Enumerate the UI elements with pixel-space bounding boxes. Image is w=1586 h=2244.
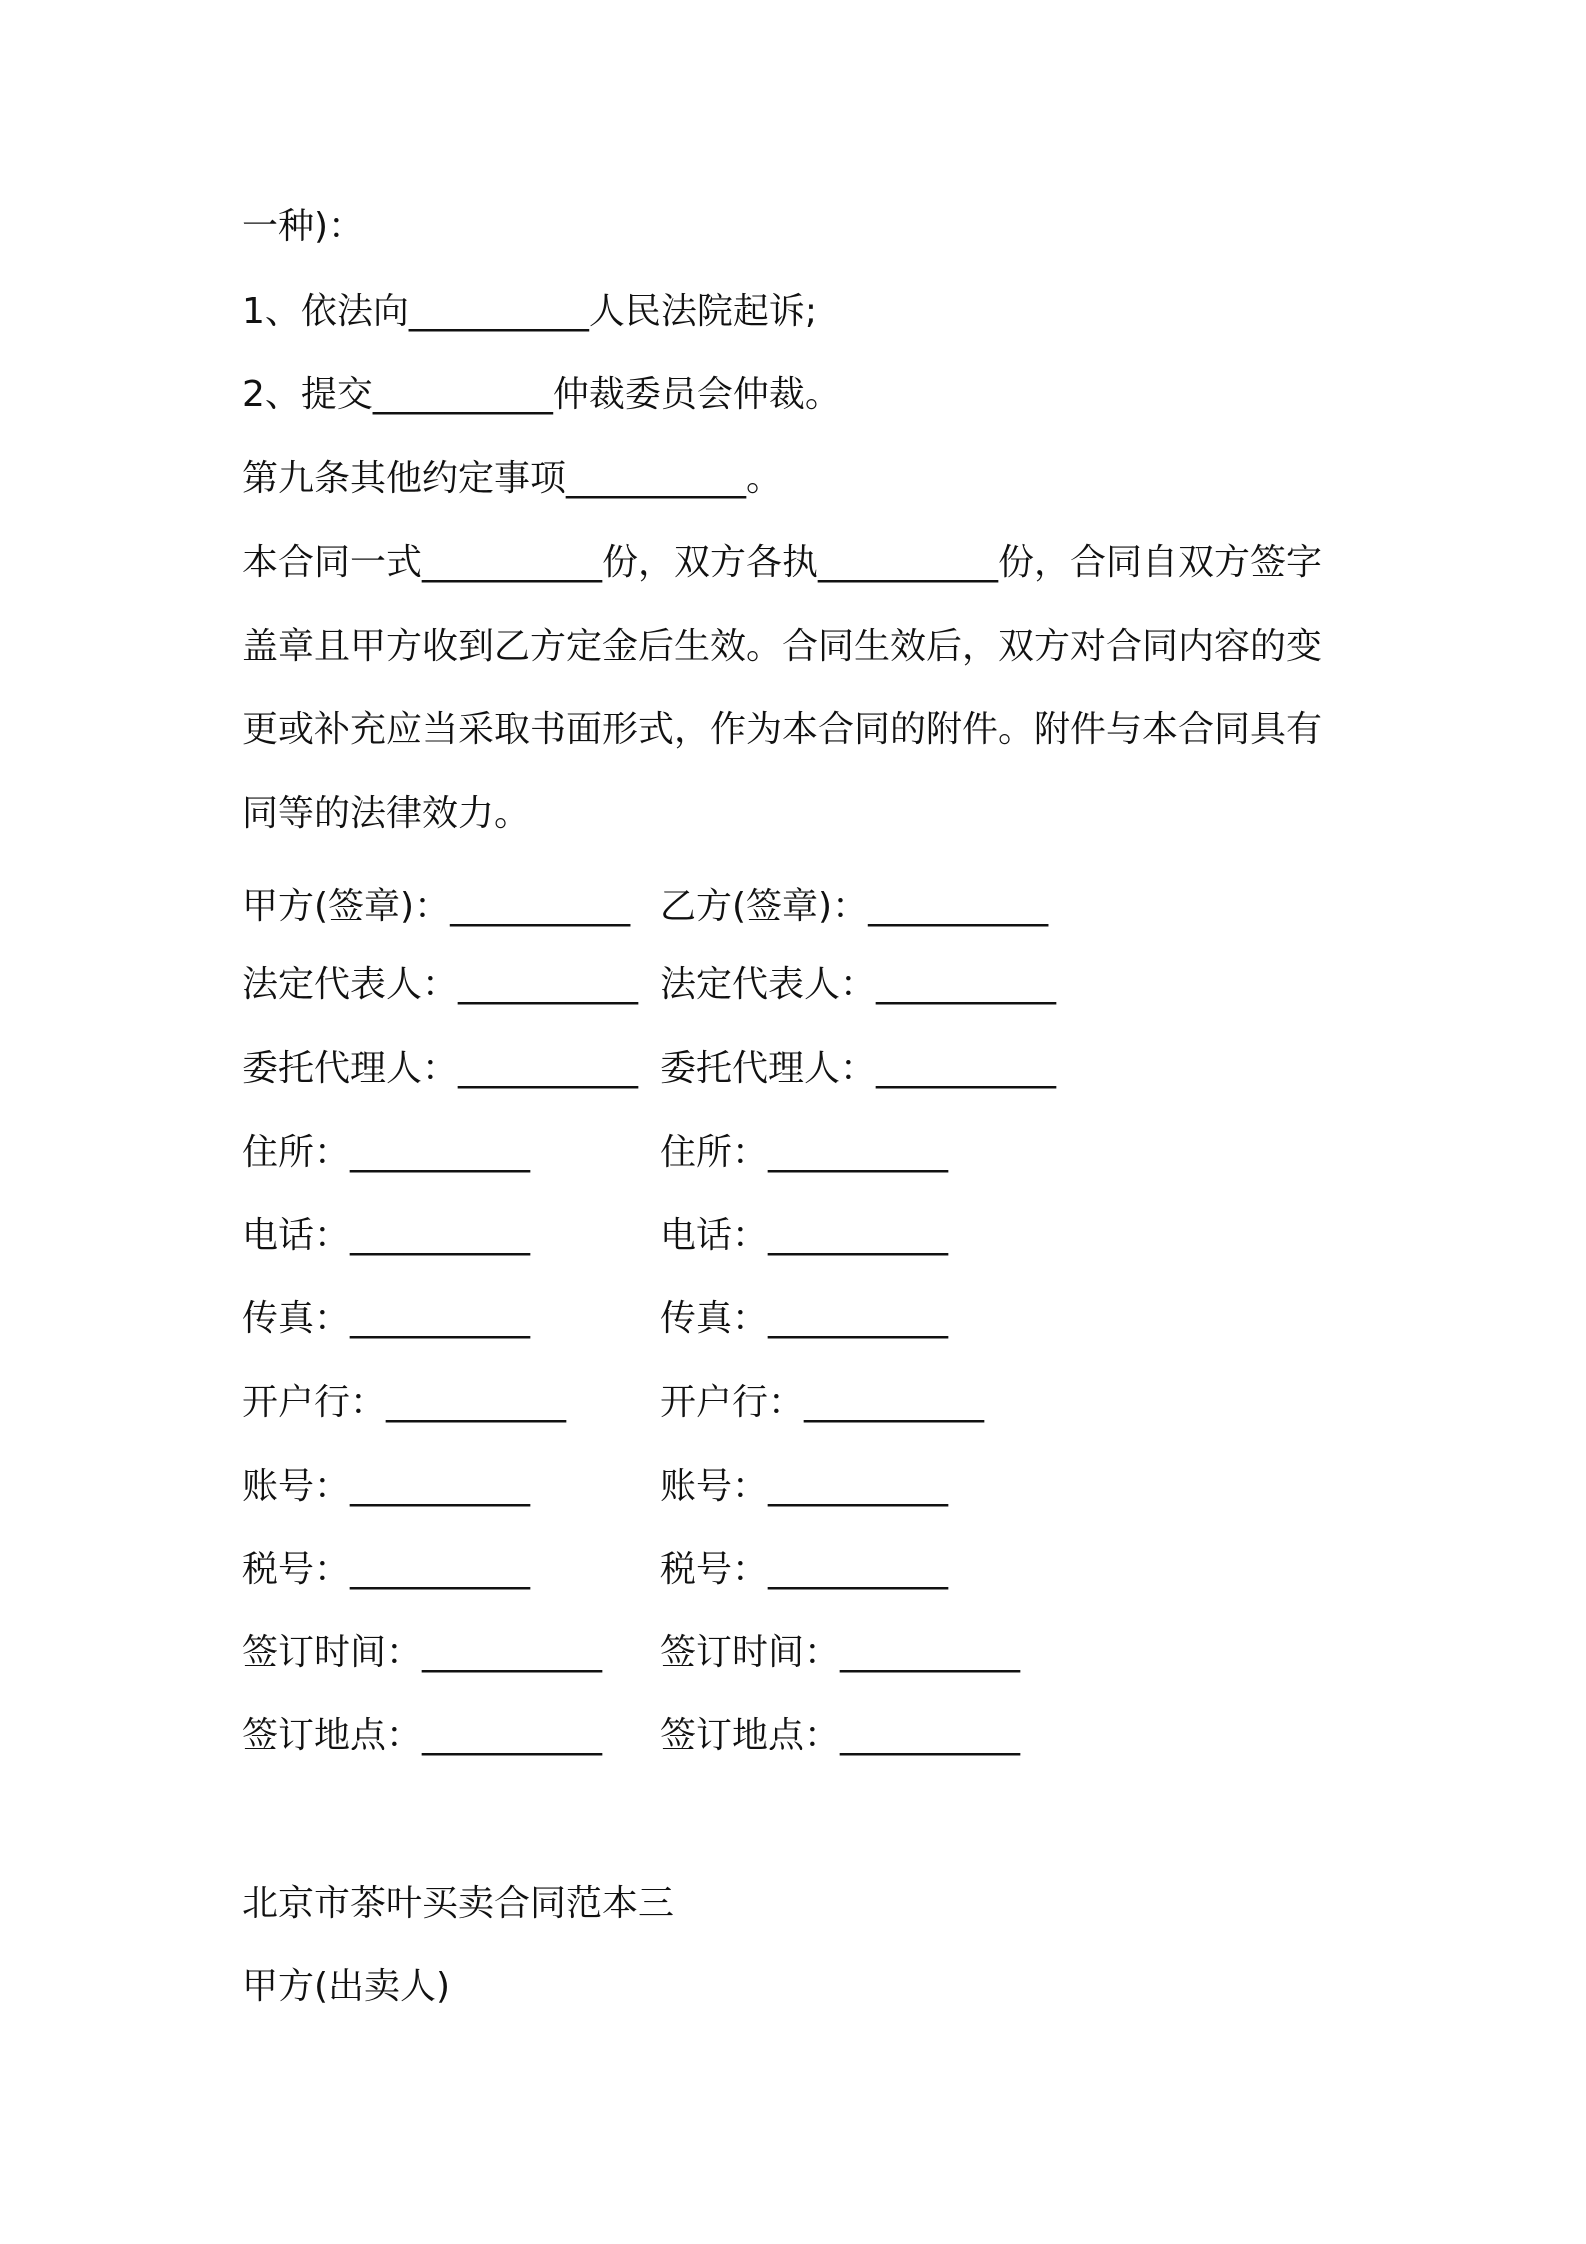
party-a-agent-field: 委托代理人：__________ (242, 1048, 639, 1089)
party-a-fax-field: 传真：__________ (242, 1298, 531, 1339)
party-a-account-field: 账号：__________ (242, 1466, 531, 1507)
party-b-sign-place-field: 签订地点：__________ (660, 1715, 1021, 1756)
signature-row-tax-id (242, 1548, 1342, 1592)
section-title: 北京市茶叶买卖合同范本三 (242, 1883, 675, 1924)
party-a-legal-rep-field: 法定代表人：__________ (242, 964, 639, 1005)
signature-row-bank (242, 1381, 1342, 1425)
signature-row-address (242, 1131, 1342, 1175)
party-b-account-field: 账号：__________ (660, 1466, 949, 1507)
party-b-fax-field: 传真：__________ (660, 1298, 949, 1339)
party-a-phone-field: 电话：__________ (242, 1215, 531, 1256)
signature-row-party (242, 885, 1342, 929)
text-line-8: 同等的法律效力。 (242, 793, 531, 834)
text-line-2: 1、依法向__________人民法院起诉; (242, 291, 818, 332)
party-b-signature-field: 乙方(签章)：__________ (660, 886, 1049, 927)
signature-row-sign-date (242, 1631, 1342, 1675)
party-b-agent-field: 委托代理人：__________ (660, 1048, 1057, 1089)
party-b-tax-id-field: 税号：__________ (660, 1549, 949, 1590)
party-a-sign-date-field: 签订时间：__________ (242, 1632, 603, 1673)
party-a-sign-place-field: 签订地点：__________ (242, 1715, 603, 1756)
signature-row-account (242, 1465, 1342, 1509)
text-line-4: 第九条其他约定事项__________。 (242, 458, 783, 499)
signature-row-legal-rep (242, 963, 1342, 1007)
party-line: 甲方(出卖人) (242, 1966, 451, 2007)
text-line-1: 一种)： (242, 206, 365, 247)
party-a-signature-field: 甲方(签章)：__________ (242, 886, 631, 927)
text-line-3: 2、提交__________仲裁委员会仲裁。 (242, 374, 841, 415)
signature-row-phone (242, 1214, 1342, 1258)
text-line-7: 更或补充应当采取书面形式，作为本合同的附件。附件与本合同具有 (242, 709, 1323, 750)
party-b-address-field: 住所：__________ (660, 1132, 949, 1173)
party-a-tax-id-field: 税号：__________ (242, 1549, 531, 1590)
party-b-legal-rep-field: 法定代表人：__________ (660, 964, 1057, 1005)
party-b-sign-date-field: 签订时间：__________ (660, 1632, 1021, 1673)
party-a-bank-field: 开户行：__________ (242, 1382, 567, 1423)
party-a-address-field: 住所：__________ (242, 1132, 531, 1173)
text-line-6: 盖章且甲方收到乙方定金后生效。合同生效后，双方对合同内容的变 (242, 626, 1323, 667)
signature-row-sign-place (242, 1714, 1342, 1758)
text-line-5: 本合同一式__________份，双方各执__________份，合同自双方签字 (242, 542, 1323, 583)
signature-row-fax (242, 1297, 1342, 1341)
party-b-phone-field: 电话：__________ (660, 1215, 949, 1256)
party-b-bank-field: 开户行：__________ (660, 1382, 985, 1423)
signature-row-agent (242, 1047, 1342, 1091)
